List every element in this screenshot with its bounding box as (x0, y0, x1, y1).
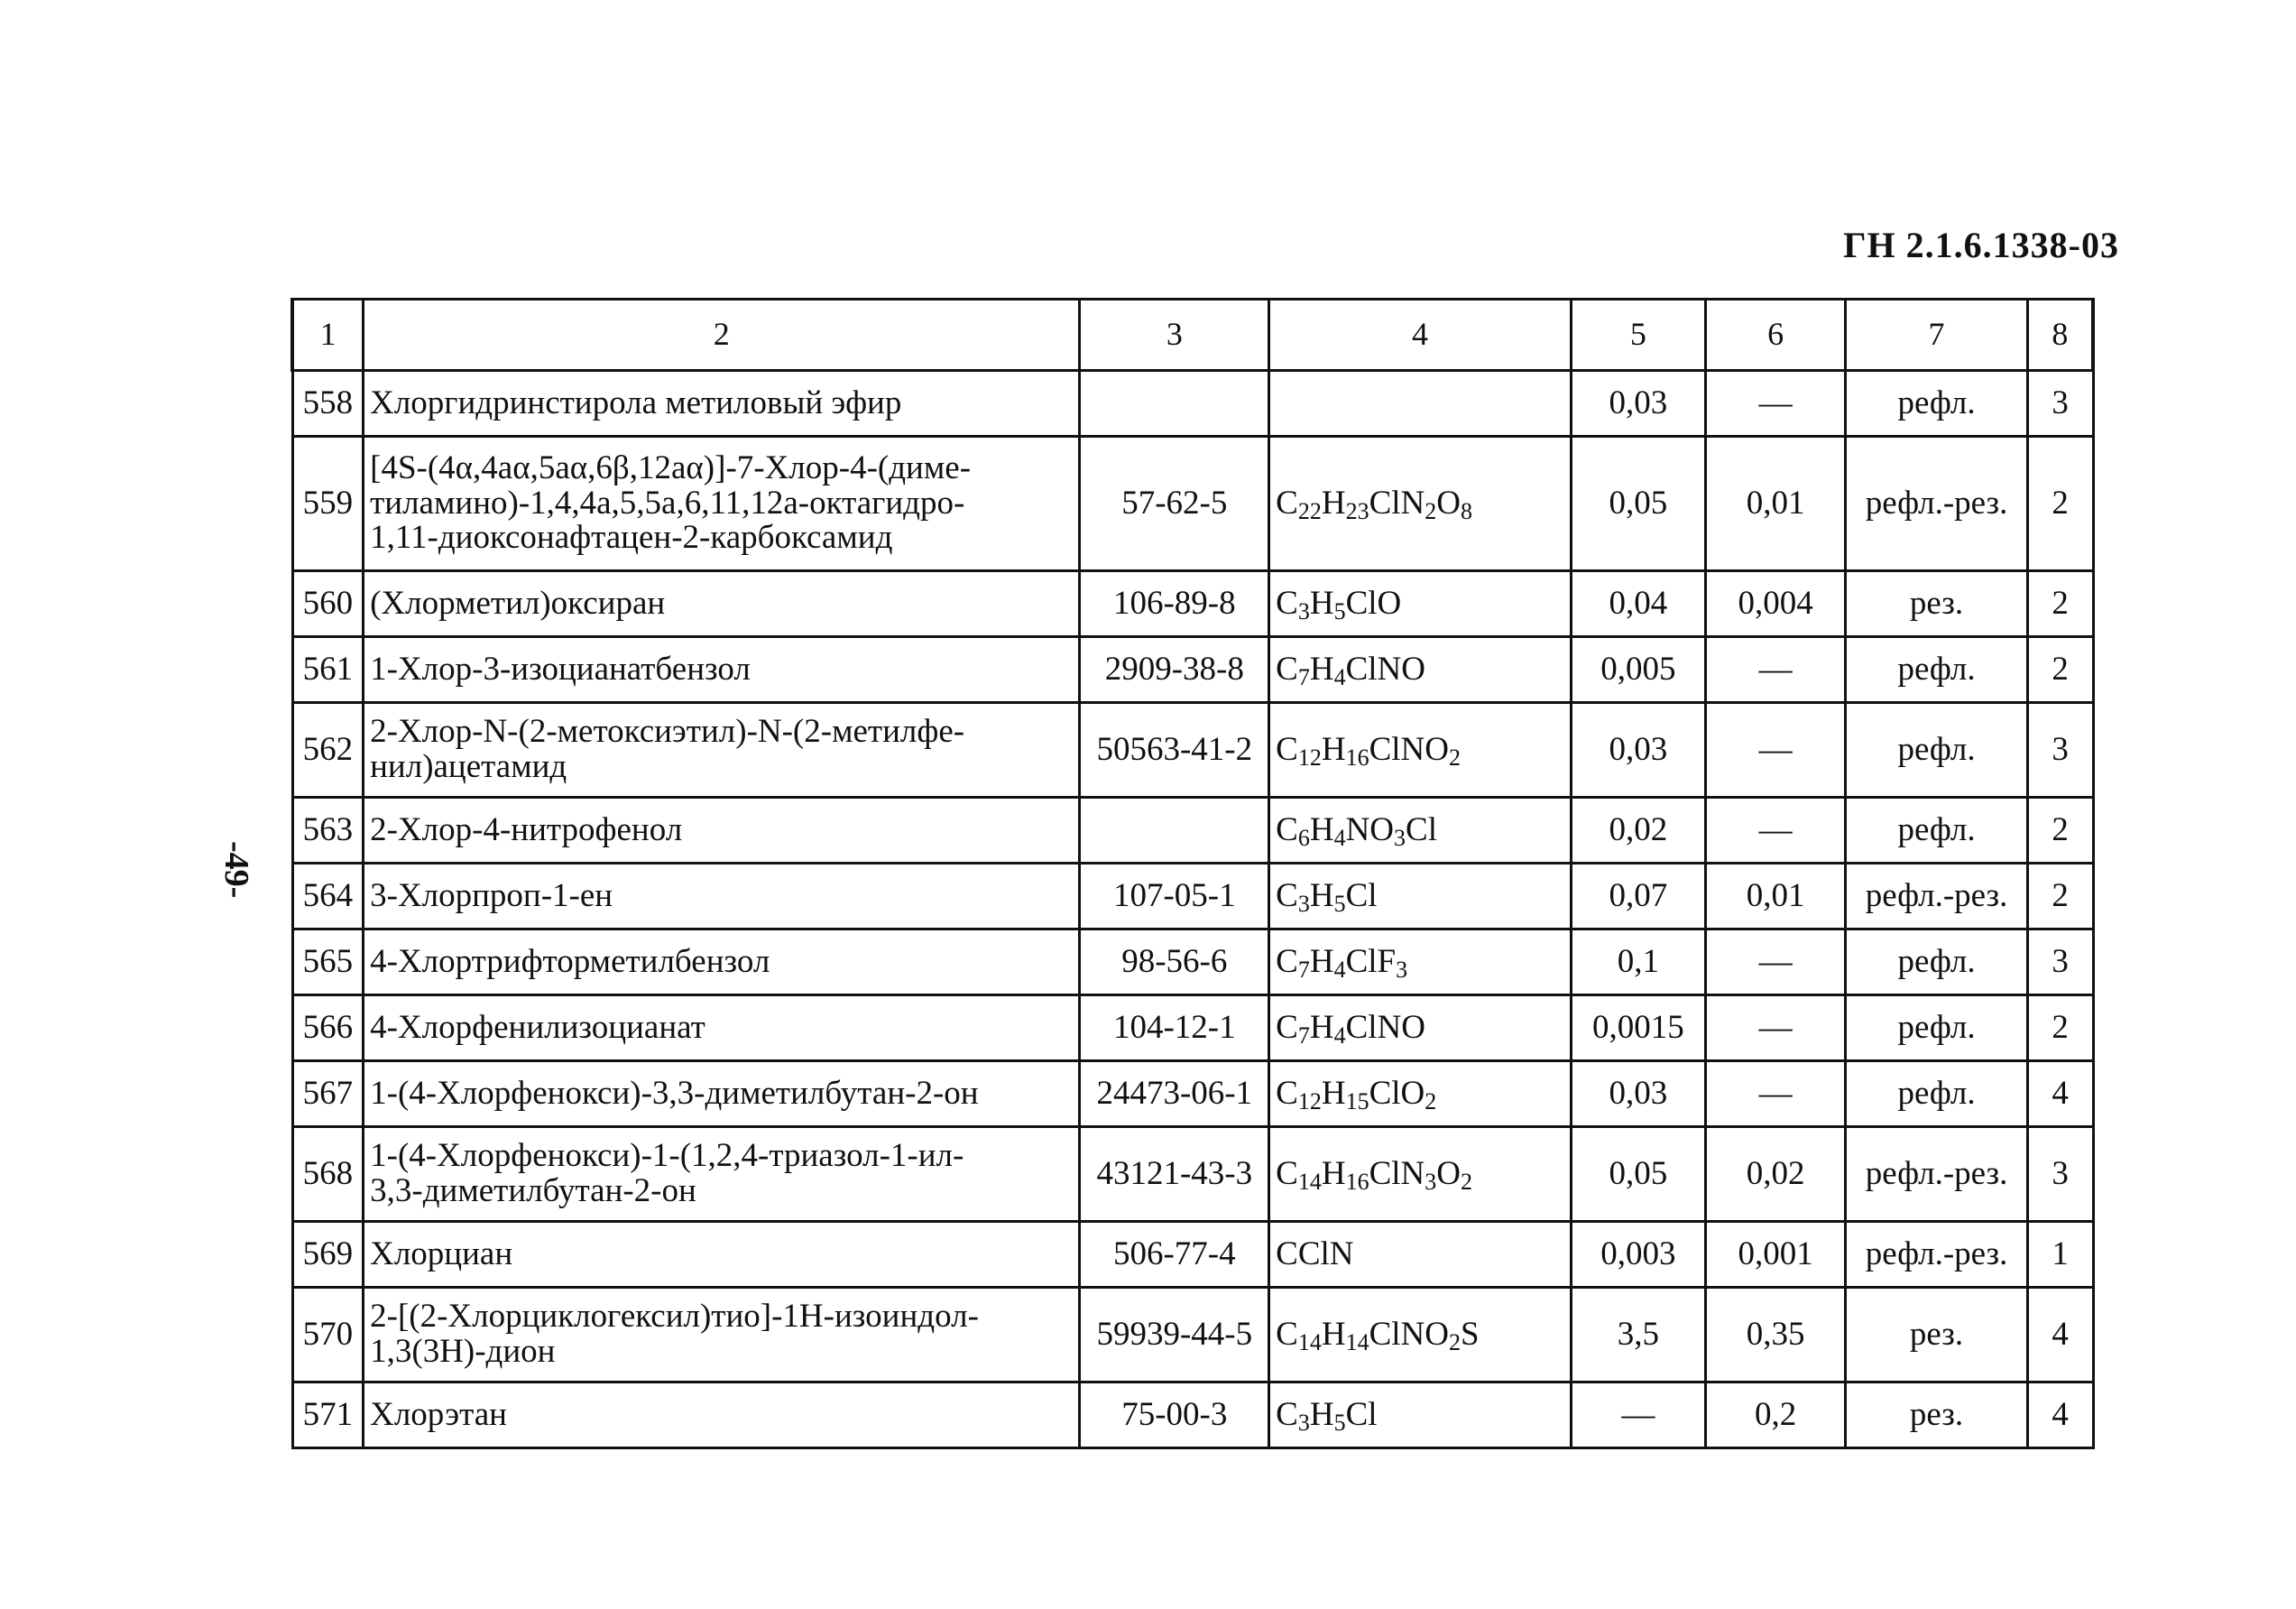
header-row (292, 300, 2093, 371)
column-header: 5 (1571, 300, 1705, 371)
value-col7-cell: рефл.-рез. (1846, 1222, 2028, 1288)
formula-subscript: 22 (1297, 497, 1322, 524)
value-col6-cell: — (1706, 798, 1846, 864)
cas-number-cell (1080, 371, 1269, 437)
substance-name-line: 1-(4-Хлорфенокси)-3,3-диметилбутан-2-он (370, 1074, 979, 1112)
column-header: 3 (1080, 300, 1269, 371)
value-col8-cell: 2 (2027, 571, 2093, 637)
formula-element: H (1321, 1315, 1346, 1353)
formula-element: C (1276, 584, 1298, 622)
substance-name-line: [4S-(4α,4aα,5aα,6β,12aα)]-7-Хлор-4-(диме- (370, 448, 972, 486)
substance-name-line: 2-Хлор-N-(2-метоксиэтил)-N-(2-метилфе- (370, 713, 965, 751)
value-col7-cell: рефл. (1846, 703, 2028, 798)
formula-subscript: 6 (1297, 824, 1310, 851)
formula-subscript: 14 (1297, 1168, 1322, 1195)
value-col5-cell: 0,005 (1571, 637, 1705, 703)
substance-name-cell (364, 929, 1080, 995)
value-col5-cell: 0,0015 (1571, 995, 1705, 1061)
value-col8-cell: 3 (2027, 371, 2093, 437)
formula-subscript: 7 (1297, 956, 1310, 983)
formula-element: C (1276, 810, 1298, 848)
formula-subscript: 14 (1297, 1328, 1322, 1355)
column-header: 6 (1706, 300, 1846, 371)
value-col7-cell: рефл. (1846, 371, 2028, 437)
value-col8-cell: 2 (2027, 637, 2093, 703)
formula-element: ClNO (1345, 1008, 1425, 1046)
formula-subscript: 5 (1333, 890, 1346, 917)
row-number-cell: 559 (292, 437, 364, 571)
formula-element: ClN (1369, 1154, 1425, 1192)
substance-name-cell (364, 1382, 1080, 1448)
value-col8-cell: 3 (2027, 929, 2093, 995)
row-number-cell: 563 (292, 798, 364, 864)
substance-name-cell (364, 995, 1080, 1061)
formula-element: H (1321, 484, 1346, 522)
value-col7-cell: рез. (1846, 1382, 2028, 1448)
row-number-cell: 570 (292, 1288, 364, 1382)
substance-name-cell (364, 1061, 1080, 1127)
row-number-cell: 565 (292, 929, 364, 995)
formula-cell (1269, 703, 1572, 798)
substance-name-line: Хлоргидринстирола метиловый эфир (370, 384, 902, 421)
formula-element: Cl (1345, 876, 1378, 914)
row-number-cell: 564 (292, 864, 364, 929)
formula-subscript: 5 (1333, 1409, 1346, 1436)
value-col5-cell: 0,003 (1571, 1222, 1705, 1288)
cas-number-cell: 98-56-6 (1080, 929, 1269, 995)
table-row (292, 798, 2093, 864)
value-col7-cell: рефл. (1846, 798, 2028, 864)
substance-name-cell (364, 637, 1080, 703)
substance-name-cell (364, 1222, 1080, 1288)
value-col7-cell: рез. (1846, 1288, 2028, 1382)
formula-subscript: 2 (1425, 1087, 1437, 1114)
formula-element: C (1276, 730, 1298, 768)
substance-name-cell (364, 371, 1080, 437)
cas-number-cell: 506-77-4 (1080, 1222, 1269, 1288)
formula-element: H (1309, 942, 1334, 980)
formula-cell (1269, 1061, 1572, 1127)
value-col5-cell: 0,03 (1571, 1061, 1705, 1127)
formula-element: C (1276, 942, 1298, 980)
cas-number-cell: 57-62-5 (1080, 437, 1269, 571)
formula-cell (1269, 995, 1572, 1061)
value-col7-cell: рефл.-рез. (1846, 437, 2028, 571)
formula-subscript: 3 (1396, 956, 1408, 983)
value-col7-cell: рефл. (1846, 1061, 2028, 1127)
row-number-cell: 566 (292, 995, 364, 1061)
formula-subscript: 5 (1333, 597, 1346, 624)
cas-number-cell: 106-89-8 (1080, 571, 1269, 637)
formula-subscript: 12 (1297, 1087, 1322, 1114)
substance-name-cell (364, 703, 1080, 798)
formula-element: ClNO (1369, 1315, 1449, 1353)
formula-subscript: 3 (1297, 890, 1310, 917)
formula-cell (1269, 571, 1572, 637)
formula-element: ClNO (1369, 730, 1449, 768)
formula-element: C (1276, 1008, 1298, 1046)
value-col5-cell: 0,05 (1571, 437, 1705, 571)
substance-name-line: нил)ацетамид (370, 748, 567, 785)
substance-name-line: Хлорэтан (370, 1395, 507, 1433)
formula-element: H (1321, 1154, 1346, 1192)
formula-cell (1269, 798, 1572, 864)
row-number-cell: 571 (292, 1382, 364, 1448)
formula-subscript: 16 (1345, 744, 1369, 771)
formula-subscript: 4 (1333, 663, 1346, 690)
value-col6-cell: — (1706, 703, 1846, 798)
value-col6-cell: — (1706, 371, 1846, 437)
cas-number-cell: 107-05-1 (1080, 864, 1269, 929)
value-col6-cell: — (1706, 929, 1846, 995)
value-col6-cell: — (1706, 995, 1846, 1061)
formula-cell (1269, 1222, 1572, 1288)
formula-element: O (1436, 484, 1461, 522)
formula-subscript: 12 (1297, 744, 1322, 771)
formula-subscript: 7 (1297, 663, 1310, 690)
substance-name-line: 4-Хлортрифторметилбензол (370, 942, 770, 980)
formula-subscript: 2 (1461, 1168, 1472, 1195)
formula-subscript: 3 (1297, 597, 1310, 624)
formula-element: ClF (1345, 942, 1397, 980)
formula-element: H (1309, 650, 1334, 688)
formula-subscript: 3 (1394, 824, 1406, 851)
formula-element: ClNO (1345, 650, 1425, 688)
table-row (292, 995, 2093, 1061)
substance-name-cell (364, 864, 1080, 929)
formula-element: ClN (1369, 484, 1425, 522)
formula-cell (1269, 929, 1572, 995)
substance-name-line: 3-Хлорпроп-1-ен (370, 876, 613, 914)
cas-number-cell (1080, 798, 1269, 864)
value-col7-cell: рефл.-рез. (1846, 1127, 2028, 1222)
substance-name-line: 1,3(3H)-дион (370, 1333, 556, 1370)
formula-subscript: 2 (1448, 1328, 1461, 1355)
formula-cell (1269, 864, 1572, 929)
cas-number-cell: 43121-43-3 (1080, 1127, 1269, 1222)
formula-element: CClN (1276, 1234, 1354, 1272)
formula-element: H (1309, 584, 1334, 622)
value-col8-cell: 3 (2027, 1127, 2093, 1222)
substance-name-cell (364, 1127, 1080, 1222)
table-row (292, 437, 2093, 571)
table-row (292, 571, 2093, 637)
formula-subscript: 4 (1333, 956, 1346, 983)
row-number-cell: 568 (292, 1127, 364, 1222)
formula-subscript: 15 (1345, 1087, 1369, 1114)
value-col6-cell: 0,01 (1706, 437, 1846, 571)
table-row (292, 1288, 2093, 1382)
cas-number-cell: 59939-44-5 (1080, 1288, 1269, 1382)
value-col5-cell: 0,1 (1571, 929, 1705, 995)
row-number-cell: 567 (292, 1061, 364, 1127)
substance-name-line: (Хлорметил)оксиран (370, 584, 666, 622)
formula-element: H (1309, 876, 1334, 914)
value-col5-cell: 0,02 (1571, 798, 1705, 864)
formula-subscript: 4 (1333, 824, 1346, 851)
value-col6-cell: 0,02 (1706, 1127, 1846, 1222)
substance-name-cell (364, 571, 1080, 637)
formula-element: H (1309, 810, 1334, 848)
table-row (292, 864, 2093, 929)
row-number-cell: 558 (292, 371, 364, 437)
formula-cell (1269, 1288, 1572, 1382)
formula-element: O (1436, 1154, 1461, 1192)
formula-cell (1269, 371, 1572, 437)
formula-element: Cl (1406, 810, 1437, 848)
value-col6-cell: 0,01 (1706, 864, 1846, 929)
value-col5-cell: 0,05 (1571, 1127, 1705, 1222)
column-header: 4 (1269, 300, 1572, 371)
cas-number-cell: 50563-41-2 (1080, 703, 1269, 798)
value-col5-cell: 3,5 (1571, 1288, 1705, 1382)
formula-element: ClO (1345, 584, 1402, 622)
table-row (292, 1127, 2093, 1222)
value-col8-cell: 1 (2027, 1222, 2093, 1288)
formula-subscript: 7 (1297, 1022, 1310, 1049)
formula-element: C (1276, 1315, 1298, 1353)
value-col6-cell: 0,2 (1706, 1382, 1846, 1448)
page-number: -49- (217, 841, 255, 899)
value-col8-cell: 2 (2027, 798, 2093, 864)
value-col5-cell: 0,03 (1571, 703, 1705, 798)
formula-subscript: 14 (1345, 1328, 1369, 1355)
value-col8-cell: 4 (2027, 1288, 2093, 1382)
value-col6-cell: — (1706, 1061, 1846, 1127)
substance-name-line: 1,11-диоксонафтацен-2-карбоксамид (370, 519, 893, 557)
formula-subscript: 8 (1461, 497, 1472, 524)
document-code: ГН 2.1.6.1338-03 (1843, 225, 2119, 265)
value-col6-cell: 0,004 (1706, 571, 1846, 637)
table-row (292, 1061, 2093, 1127)
substance-name-line: Хлорциан (370, 1234, 513, 1272)
value-col8-cell: 3 (2027, 703, 2093, 798)
value-col7-cell: рез. (1846, 571, 2028, 637)
table-row (292, 1222, 2093, 1288)
value-col5-cell: 0,04 (1571, 571, 1705, 637)
substance-name-line: 1-(4-Хлорфенокси)-1-(1,2,4-триазол-1-ил- (370, 1137, 964, 1175)
formula-cell (1269, 437, 1572, 571)
formula-subscript: 4 (1333, 1022, 1346, 1049)
formula-subscript: 3 (1425, 1168, 1437, 1195)
value-col8-cell: 4 (2027, 1382, 2093, 1448)
substance-name-cell (364, 437, 1080, 571)
value-col7-cell: рефл. (1846, 637, 2028, 703)
value-col6-cell: — (1706, 637, 1846, 703)
value-col5-cell: 0,07 (1571, 864, 1705, 929)
value-col5-cell: 0,03 (1571, 371, 1705, 437)
substances-table (290, 298, 2095, 1449)
table-row (292, 637, 2093, 703)
substance-name-cell (364, 798, 1080, 864)
cas-number-cell: 104-12-1 (1080, 995, 1269, 1061)
formula-element: C (1276, 484, 1298, 522)
substance-name-line: 3,3-диметилбутан-2-он (370, 1172, 696, 1209)
cas-number-cell: 24473-06-1 (1080, 1061, 1269, 1127)
substance-name-cell (364, 1288, 1080, 1382)
formula-subscript: 2 (1448, 744, 1461, 771)
formula-cell (1269, 1382, 1572, 1448)
formula-element: C (1276, 650, 1298, 688)
formula-subscript: 3 (1297, 1409, 1310, 1436)
table-row (292, 929, 2093, 995)
table-row (292, 371, 2093, 437)
formula-element: H (1309, 1395, 1334, 1433)
column-header: 7 (1846, 300, 2028, 371)
formula-cell (1269, 1127, 1572, 1222)
formula-element: C (1276, 1154, 1298, 1192)
value-col8-cell: 2 (2027, 437, 2093, 571)
cas-number-cell: 75-00-3 (1080, 1382, 1269, 1448)
formula-element: H (1309, 1008, 1334, 1046)
row-number-cell: 560 (292, 571, 364, 637)
value-col6-cell: 0,001 (1706, 1222, 1846, 1288)
value-col5-cell: — (1571, 1382, 1705, 1448)
formula-element: C (1276, 1395, 1298, 1433)
formula-element: C (1276, 876, 1298, 914)
cas-number-cell: 2909-38-8 (1080, 637, 1269, 703)
table-row (292, 1382, 2093, 1448)
value-col8-cell: 2 (2027, 995, 2093, 1061)
value-col7-cell: рефл. (1846, 929, 2028, 995)
formula-subscript: 23 (1345, 497, 1369, 524)
value-col8-cell: 2 (2027, 864, 2093, 929)
row-number-cell: 562 (292, 703, 364, 798)
substance-name-line: 1-Хлор-3-изоцианатбензол (370, 650, 751, 688)
formula-element: NO (1345, 810, 1395, 848)
column-header: 2 (364, 300, 1080, 371)
table-body (292, 371, 2093, 1448)
substance-name-line: 2-[(2-Хлорциклогексил)тио]-1H-изоиндол- (370, 1298, 979, 1336)
formula-element: ClO (1369, 1074, 1425, 1112)
formula-element: C (1276, 1074, 1298, 1112)
formula-subscript: 16 (1345, 1168, 1369, 1195)
substance-name-line: 2-Хлор-4-нитрофенол (370, 810, 683, 848)
value-col7-cell: рефл.-рез. (1846, 864, 2028, 929)
row-number-cell: 569 (292, 1222, 364, 1288)
formula-subscript: 2 (1425, 497, 1437, 524)
row-number-cell: 561 (292, 637, 364, 703)
value-col6-cell: 0,35 (1706, 1288, 1846, 1382)
substance-name-line: 4-Хлорфенилизоцианат (370, 1008, 705, 1046)
column-header: 8 (2027, 300, 2093, 371)
formula-element: H (1321, 1074, 1346, 1112)
table-row (292, 703, 2093, 798)
formula-cell (1269, 637, 1572, 703)
substance-name-line: тиламино)-1,4,4a,5,5a,6,11,12a-октагидро- (370, 484, 965, 522)
column-header: 1 (292, 300, 364, 371)
formula-element: S (1460, 1315, 1480, 1353)
formula-element: H (1321, 730, 1346, 768)
value-col7-cell: рефл. (1846, 995, 2028, 1061)
formula-element: Cl (1345, 1395, 1378, 1433)
value-col8-cell: 4 (2027, 1061, 2093, 1127)
